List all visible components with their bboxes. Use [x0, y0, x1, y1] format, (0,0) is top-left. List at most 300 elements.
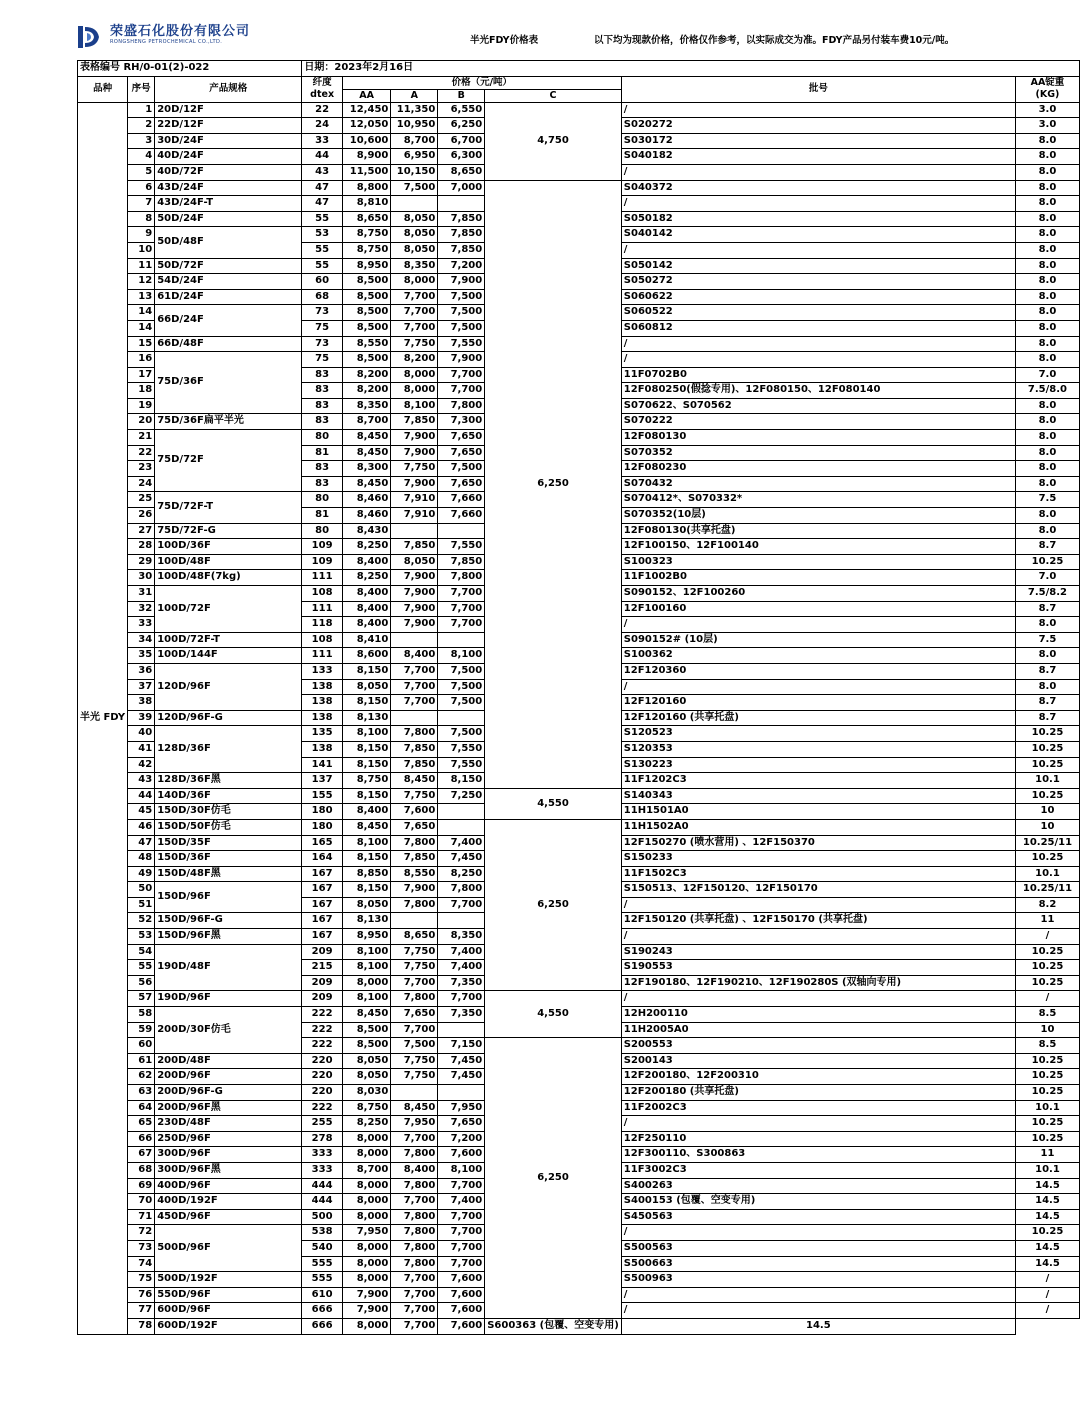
batch-cell: S060522	[621, 305, 1015, 321]
price-b-cell: 7,500	[438, 461, 485, 477]
price-b-cell	[438, 913, 485, 929]
spec-cell: 75D/72F	[155, 430, 302, 492]
price-a-cell: 7,700	[391, 1318, 438, 1334]
seq-cell: 33	[128, 617, 155, 633]
weight-cell: 8.0	[1015, 476, 1079, 492]
price-b-cell: 7,500	[438, 663, 485, 679]
weight-cell: 8.0	[1015, 430, 1079, 446]
price-a-cell: 7,800	[391, 1147, 438, 1163]
price-b-cell: 7,660	[438, 492, 485, 508]
spec-cell: 40D/72F	[155, 164, 302, 180]
price-b-cell: 7,700	[438, 601, 485, 617]
price-b-cell: 8,650	[438, 164, 485, 180]
spec-cell: 66D/48F	[155, 336, 302, 352]
batch-cell: /	[621, 897, 1015, 913]
batch-cell: S040372	[621, 180, 1015, 196]
dtex-cell: 47	[302, 180, 342, 196]
price-a-cell: 8,050	[391, 242, 438, 258]
spec-cell: 43D/24F-T	[155, 196, 302, 212]
seq-cell: 75	[128, 1272, 155, 1288]
price-b-cell: 7,660	[438, 508, 485, 524]
seq-cell: 60	[128, 1038, 155, 1054]
batch-cell: S100362	[621, 648, 1015, 664]
price-b-cell: 8,350	[438, 929, 485, 945]
seq-cell: 43	[128, 773, 155, 789]
seq-cell: 37	[128, 679, 155, 695]
weight-cell: 10.25	[1015, 1053, 1079, 1069]
price-aa-cell: 8,400	[342, 586, 391, 602]
price-aa-cell: 8,900	[342, 149, 391, 165]
dtex-cell: 83	[302, 383, 342, 399]
weight-cell: 10	[1015, 804, 1079, 820]
price-a-cell: 7,750	[391, 944, 438, 960]
page-header	[77, 18, 1080, 58]
price-a-cell: 8,650	[391, 929, 438, 945]
weight-cell: 8.2	[1015, 897, 1079, 913]
batch-cell: 12F080230	[621, 461, 1015, 477]
spec-cell: 50D/24F	[155, 211, 302, 227]
price-a-cell: 8,000	[391, 274, 438, 290]
dtex-cell: 111	[302, 601, 342, 617]
dtex-cell: 444	[302, 1178, 342, 1194]
weight-cell: 11	[1015, 913, 1079, 929]
weight-cell: 8.7	[1015, 695, 1079, 711]
weight-cell: 14.5	[621, 1318, 1015, 1334]
batch-cell: 11F1502C3	[621, 866, 1015, 882]
price-b-cell: 7,550	[438, 336, 485, 352]
dtex-cell: 111	[302, 570, 342, 586]
form-number: 表格编号 RH/0-01(2)-022	[78, 61, 302, 77]
seq-cell: 3	[128, 133, 155, 149]
price-aa-cell: 8,500	[342, 1038, 391, 1054]
price-aa-cell: 8,460	[342, 492, 391, 508]
price-b-cell: 7,700	[438, 1225, 485, 1241]
price-a-cell: 7,750	[391, 461, 438, 477]
price-b-cell	[438, 710, 485, 726]
price-b-cell: 8,150	[438, 773, 485, 789]
price-b-cell: 6,300	[438, 149, 485, 165]
price-b-cell	[438, 523, 485, 539]
price-b-cell: 7,600	[438, 1147, 485, 1163]
dtex-cell: 80	[302, 492, 342, 508]
dtex-cell: 164	[302, 851, 342, 867]
dtex-cell: 141	[302, 757, 342, 773]
seq-cell: 58	[128, 1007, 155, 1023]
seq-cell: 25	[128, 492, 155, 508]
batch-cell: S050182	[621, 211, 1015, 227]
dtex-cell: 80	[302, 523, 342, 539]
weight-cell: 8.0	[1015, 149, 1079, 165]
price-aa-cell: 8,400	[342, 617, 391, 633]
dtex-cell: 109	[302, 554, 342, 570]
price-b-cell: 7,350	[438, 1007, 485, 1023]
seq-cell: 65	[128, 1116, 155, 1132]
price-a-cell: 7,750	[391, 336, 438, 352]
weight-cell: 7.5	[1015, 492, 1079, 508]
price-a-cell: 7,910	[391, 508, 438, 524]
batch-cell: 12F080130	[621, 430, 1015, 446]
weight-cell: 10.25	[1015, 741, 1079, 757]
batch-cell: S500663	[621, 1256, 1015, 1272]
price-a-cell: 7,800	[391, 1209, 438, 1225]
price-aa-cell: 8,150	[342, 695, 391, 711]
spec-cell: 200D/96F黑	[155, 1100, 302, 1116]
batch-cell: /	[621, 1225, 1015, 1241]
seq-cell: 40	[128, 726, 155, 742]
price-a-cell: 8,550	[391, 866, 438, 882]
batch-cell: 12F120160 (共享托盘)	[621, 710, 1015, 726]
spec-cell: 500D/96F	[155, 1225, 302, 1272]
price-aa-cell: 8,350	[342, 398, 391, 414]
weight-cell: 10.1	[1015, 1162, 1079, 1178]
price-aa-cell: 8,450	[342, 1007, 391, 1023]
weight-cell: /	[1015, 1287, 1079, 1303]
dtex-cell: 538	[302, 1225, 342, 1241]
dtex-cell: 73	[302, 305, 342, 321]
price-a-cell: 8,100	[391, 398, 438, 414]
price-notice: 以下均为现款价格，价格仅作参考，以实际成交为准。FDY产品另付装车费10元/吨。	[594, 35, 955, 46]
price-a-cell: 8,400	[391, 1162, 438, 1178]
weight-cell: 8.0	[1015, 508, 1079, 524]
spec-cell: 75D/36F	[155, 352, 302, 414]
batch-cell: 12F100150、12F100140	[621, 539, 1015, 555]
price-table	[77, 60, 1080, 1335]
dtex-cell: 500	[302, 1209, 342, 1225]
seq-cell: 50	[128, 882, 155, 898]
price-a-cell: 7,700	[391, 1022, 438, 1038]
price-a-cell: 8,200	[391, 352, 438, 368]
dtex-cell: 135	[302, 726, 342, 742]
dtex-cell: 180	[302, 804, 342, 820]
batch-cell: /	[621, 336, 1015, 352]
price-a-cell: 10,150	[391, 164, 438, 180]
price-a-cell: 7,700	[391, 663, 438, 679]
seq-cell: 57	[128, 991, 155, 1007]
price-aa-cell: 12,450	[342, 102, 391, 118]
price-a-cell: 8,050	[391, 554, 438, 570]
price-aa-cell: 8,100	[342, 960, 391, 976]
price-aa-cell: 8,810	[342, 196, 391, 212]
seq-cell: 17	[128, 367, 155, 383]
spec-cell: 100D/48F(7kg)	[155, 570, 302, 586]
price-aa-cell: 8,600	[342, 648, 391, 664]
price-aa-cell: 8,150	[342, 663, 391, 679]
price-aa-cell: 8,450	[342, 476, 391, 492]
batch-cell: S070412*、S070332*	[621, 492, 1015, 508]
price-a-cell: 7,900	[391, 476, 438, 492]
weight-cell: 7.0	[1015, 570, 1079, 586]
price-a-cell: 7,750	[391, 960, 438, 976]
price-aa-cell: 8,700	[342, 1162, 391, 1178]
spec-cell: 150D/48F黑	[155, 866, 302, 882]
seq-cell: 7	[128, 196, 155, 212]
seq-cell: 19	[128, 398, 155, 414]
spec-cell: 300D/96F	[155, 1147, 302, 1163]
spec-cell: 75D/72F-G	[155, 523, 302, 539]
batch-cell: S190553	[621, 960, 1015, 976]
dtex-cell: 138	[302, 710, 342, 726]
price-aa-cell: 8,200	[342, 367, 391, 383]
price-a-cell: 7,700	[391, 695, 438, 711]
dtex-cell: 138	[302, 695, 342, 711]
price-b-cell: 7,800	[438, 398, 485, 414]
dtex-cell: 555	[302, 1272, 342, 1288]
dtex-cell: 83	[302, 476, 342, 492]
price-a-cell: 7,800	[391, 897, 438, 913]
seq-cell: 61	[128, 1053, 155, 1069]
dtex-cell: 222	[302, 1038, 342, 1054]
spec-cell: 40D/24F	[155, 149, 302, 165]
price-aa-cell: 8,800	[342, 180, 391, 196]
spec-cell: 400D/96F	[155, 1178, 302, 1194]
seq-cell: 55	[128, 960, 155, 976]
weight-cell: 8.7	[1015, 663, 1079, 679]
weight-cell: 10.25	[1015, 554, 1079, 570]
seq-cell: 72	[128, 1225, 155, 1241]
seq-cell: 77	[128, 1303, 155, 1319]
weight-cell: 10.1	[1015, 773, 1079, 789]
price-a-cell: 7,850	[391, 851, 438, 867]
batch-cell: /	[621, 929, 1015, 945]
dtex-cell: 167	[302, 882, 342, 898]
dtex-cell: 47	[302, 196, 342, 212]
spec-cell: 200D/96F-G	[155, 1085, 302, 1101]
seq-cell: 44	[128, 788, 155, 804]
batch-cell: S060812	[621, 320, 1015, 336]
spec-cell: 43D/24F	[155, 180, 302, 196]
seq-cell: 36	[128, 663, 155, 679]
weight-cell: 8.0	[1015, 305, 1079, 321]
price-b-cell: 7,500	[438, 289, 485, 305]
weight-cell: 11	[1015, 1147, 1079, 1163]
spec-cell: 150D/50F仿毛	[155, 819, 302, 835]
price-b-cell: 7,500	[438, 695, 485, 711]
weight-cell: 10.25	[1015, 975, 1079, 991]
weight-cell: /	[1015, 1303, 1079, 1319]
weight-cell: 8.0	[1015, 445, 1079, 461]
weight-cell: 7.0	[1015, 367, 1079, 383]
price-b-cell: 7,700	[438, 897, 485, 913]
price-aa-cell: 8,450	[342, 445, 391, 461]
price-b-cell	[438, 1085, 485, 1101]
price-aa-cell: 10,600	[342, 133, 391, 149]
price-a-cell: 7,700	[391, 320, 438, 336]
batch-cell: /	[621, 242, 1015, 258]
company-name-cn: 荣盛石化股份有限公司	[110, 24, 251, 39]
dtex-cell: 108	[302, 586, 342, 602]
seq-cell: 54	[128, 944, 155, 960]
batch-cell: S070352	[621, 445, 1015, 461]
price-aa-cell: 8,700	[342, 414, 391, 430]
seq-cell: 21	[128, 430, 155, 446]
price-b-cell: 6,250	[438, 118, 485, 134]
price-a-cell: 7,900	[391, 601, 438, 617]
seq-cell: 51	[128, 897, 155, 913]
price-b-cell: 7,400	[438, 835, 485, 851]
price-a-cell: 7,800	[391, 1256, 438, 1272]
price-a-cell: 7,500	[391, 180, 438, 196]
price-aa-cell: 8,250	[342, 570, 391, 586]
price-a-cell: 8,450	[391, 1100, 438, 1116]
batch-cell: S120523	[621, 726, 1015, 742]
seq-cell: 74	[128, 1256, 155, 1272]
spec-cell: 550D/96F	[155, 1287, 302, 1303]
batch-cell: S140343	[621, 788, 1015, 804]
weight-cell: 8.0	[1015, 352, 1079, 368]
batch-cell: S190243	[621, 944, 1015, 960]
price-b-cell: 7,550	[438, 741, 485, 757]
dtex-cell: 68	[302, 289, 342, 305]
document-title: 半光FDY价格表	[470, 35, 539, 46]
dtex-cell: 666	[302, 1318, 342, 1334]
batch-cell: S600363 (包覆、空变专用)	[485, 1318, 622, 1334]
batch-cell: S030172	[621, 133, 1015, 149]
weight-cell: 10.25	[1015, 944, 1079, 960]
weight-cell: 8.0	[1015, 180, 1079, 196]
seq-cell: 1	[128, 102, 155, 118]
price-aa-cell: 8,000	[342, 1178, 391, 1194]
weight-cell: 8.0	[1015, 227, 1079, 243]
price-c-cell: 6,250	[485, 180, 622, 788]
spec-cell: 200D/30F仿毛	[155, 1007, 302, 1054]
price-b-cell: 7,700	[438, 1256, 485, 1272]
batch-cell: /	[621, 679, 1015, 695]
price-b-cell: 7,600	[438, 1318, 485, 1334]
price-b-cell: 7,700	[438, 991, 485, 1007]
price-a-cell	[391, 196, 438, 212]
batch-cell: S100323	[621, 554, 1015, 570]
dtex-cell: 138	[302, 679, 342, 695]
weight-cell: 8.5	[1015, 1038, 1079, 1054]
price-b-cell: 7,550	[438, 539, 485, 555]
price-b-cell: 7,500	[438, 726, 485, 742]
batch-cell: /	[621, 1303, 1015, 1319]
price-a-cell: 7,750	[391, 788, 438, 804]
seq-cell: 30	[128, 570, 155, 586]
price-aa-cell: 8,150	[342, 788, 391, 804]
col-batch: 批号	[621, 76, 1015, 102]
weight-cell: 8.0	[1015, 398, 1079, 414]
dtex-cell: 53	[302, 227, 342, 243]
price-b-cell: 7,200	[438, 1131, 485, 1147]
price-aa-cell: 8,450	[342, 430, 391, 446]
price-aa-cell: 8,750	[342, 1100, 391, 1116]
price-b-cell: 7,700	[438, 1178, 485, 1194]
weight-cell: 10.25	[1015, 851, 1079, 867]
price-aa-cell: 8,150	[342, 741, 391, 757]
price-b-cell: 7,150	[438, 1038, 485, 1054]
seq-cell: 73	[128, 1240, 155, 1256]
price-b-cell: 7,850	[438, 242, 485, 258]
price-aa-cell: 8,000	[342, 1209, 391, 1225]
batch-cell: 12F100160	[621, 601, 1015, 617]
weight-cell: 10.25/11	[1015, 835, 1079, 851]
seq-cell: 12	[128, 274, 155, 290]
weight-cell: 10.25	[1015, 1225, 1079, 1241]
dtex-cell: 666	[302, 1303, 342, 1319]
price-a-cell: 7,700	[391, 1287, 438, 1303]
price-aa-cell: 7,900	[342, 1287, 391, 1303]
price-a-cell: 7,700	[391, 975, 438, 991]
price-aa-cell: 8,100	[342, 726, 391, 742]
price-a-cell: 7,900	[391, 445, 438, 461]
price-b-cell: 7,850	[438, 554, 485, 570]
seq-cell: 63	[128, 1085, 155, 1101]
price-a-cell: 8,050	[391, 211, 438, 227]
price-aa-cell: 8,150	[342, 851, 391, 867]
weight-cell: 14.5	[1015, 1194, 1079, 1210]
dtex-cell: 55	[302, 242, 342, 258]
dtex-cell: 209	[302, 975, 342, 991]
seq-cell: 14	[128, 320, 155, 336]
price-aa-cell: 7,900	[342, 1303, 391, 1319]
batch-cell: 11F1002B0	[621, 570, 1015, 586]
seq-cell: 18	[128, 383, 155, 399]
seq-cell: 46	[128, 819, 155, 835]
dtex-cell: 220	[302, 1069, 342, 1085]
dtex-cell: 108	[302, 632, 342, 648]
price-a-cell: 7,900	[391, 430, 438, 446]
price-a-cell: 8,350	[391, 258, 438, 274]
dtex-cell: 81	[302, 445, 342, 461]
dtex-cell: 118	[302, 617, 342, 633]
price-b-cell: 7,700	[438, 383, 485, 399]
price-a-cell	[391, 632, 438, 648]
spec-cell: 54D/24F	[155, 274, 302, 290]
batch-cell: S200553	[621, 1038, 1015, 1054]
price-b-cell: 7,450	[438, 1069, 485, 1085]
price-c-cell: 4,550	[485, 788, 622, 819]
dtex-cell: 209	[302, 991, 342, 1007]
col-variety: 品种	[78, 76, 128, 102]
batch-cell: /	[621, 196, 1015, 212]
price-aa-cell: 8,500	[342, 274, 391, 290]
price-a-cell: 7,800	[391, 1240, 438, 1256]
weight-cell: 10.25/11	[1015, 882, 1079, 898]
spec-cell: 140D/36F	[155, 788, 302, 804]
price-aa-cell: 8,450	[342, 819, 391, 835]
dtex-cell: 109	[302, 539, 342, 555]
weight-cell: 10	[1015, 819, 1079, 835]
weight-cell: 7.5	[1015, 632, 1079, 648]
dtex-cell: 83	[302, 414, 342, 430]
price-aa-cell: 8,050	[342, 1053, 391, 1069]
price-a-cell	[391, 913, 438, 929]
table-row	[78, 180, 1080, 196]
price-aa-cell: 8,050	[342, 897, 391, 913]
price-aa-cell: 8,750	[342, 242, 391, 258]
weight-cell: 10	[1015, 1022, 1079, 1038]
dtex-cell: 167	[302, 897, 342, 913]
batch-cell: S060622	[621, 289, 1015, 305]
spec-cell: 200D/96F	[155, 1069, 302, 1085]
price-aa-cell: 8,050	[342, 679, 391, 695]
weight-cell: /	[1015, 991, 1079, 1007]
spec-cell: 400D/192F	[155, 1194, 302, 1210]
weight-cell: 10.25	[1015, 757, 1079, 773]
weight-cell: 7.5/8.2	[1015, 586, 1079, 602]
dtex-cell: 255	[302, 1116, 342, 1132]
price-b-cell: 6,700	[438, 133, 485, 149]
price-aa-cell: 8,750	[342, 227, 391, 243]
dtex-cell: 610	[302, 1287, 342, 1303]
price-a-cell: 8,000	[391, 367, 438, 383]
price-a-cell: 7,600	[391, 804, 438, 820]
price-aa-cell: 8,750	[342, 773, 391, 789]
spec-cell: 100D/48F	[155, 554, 302, 570]
seq-cell: 29	[128, 554, 155, 570]
weight-cell: 8.0	[1015, 289, 1079, 305]
